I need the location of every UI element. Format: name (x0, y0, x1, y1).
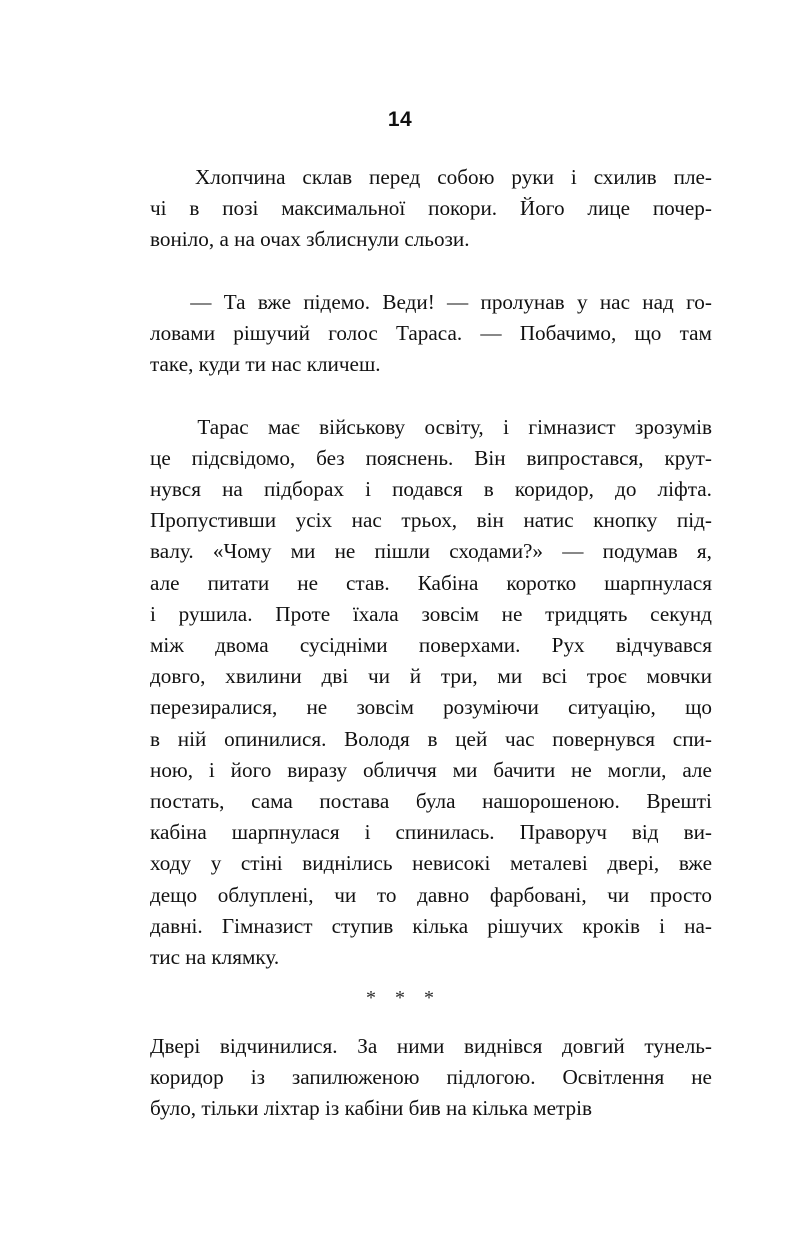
word: на (222, 477, 243, 501)
word: це (150, 445, 171, 470)
word: давно (417, 882, 470, 907)
word: — (562, 539, 584, 564)
word: ною, (150, 757, 194, 782)
text-line (150, 786, 712, 817)
word: облуплені, (217, 882, 314, 907)
word: вже (678, 851, 712, 876)
word: Врешті (646, 789, 712, 814)
word: двома (215, 633, 269, 658)
word: секунд (650, 601, 712, 626)
word: ми (497, 664, 523, 689)
word: не (334, 539, 356, 564)
word: освіту, (424, 414, 484, 439)
word: ній (177, 726, 207, 751)
word: нашорошеною. (482, 789, 620, 814)
word: чі (150, 196, 167, 221)
text-line (150, 443, 712, 474)
text-line (150, 755, 712, 786)
text-line (150, 1031, 712, 1062)
word: Рух (551, 633, 585, 658)
word: в (483, 477, 494, 501)
word: коридор (150, 1065, 224, 1090)
word: пле- (673, 165, 712, 189)
word: то (376, 882, 397, 907)
word: в (150, 726, 161, 751)
word: постать, (150, 789, 225, 814)
word: і (659, 913, 666, 938)
word: поверхами. (418, 633, 521, 658)
word: була (415, 789, 456, 814)
word: Двері (150, 1034, 201, 1058)
word: крут- (664, 445, 712, 470)
word: тридцять (545, 601, 628, 626)
word: там (679, 321, 712, 345)
word: покори. (428, 196, 498, 221)
word: і (364, 820, 371, 845)
word: чи (367, 664, 390, 689)
word: могли, (607, 757, 667, 782)
paragraph (150, 287, 712, 381)
word: Гімназист (221, 913, 313, 938)
word: бачити (493, 757, 556, 782)
word: пояснень. (365, 445, 454, 470)
word: три, (440, 664, 478, 689)
word: Тарас (197, 414, 249, 439)
text-line: таке, куди ти нас кличеш. (150, 352, 381, 377)
word: але (150, 570, 180, 595)
word: Проте (275, 601, 331, 626)
word: ми (452, 757, 478, 782)
word: від (631, 820, 659, 845)
word: склав (302, 165, 353, 189)
word: довго, (150, 664, 206, 689)
word: подався (392, 477, 463, 501)
word: Праворуч (519, 820, 607, 845)
word: фарбовані, (489, 882, 587, 907)
first-line-indent (150, 287, 178, 318)
text-line (150, 817, 712, 848)
word: пролунав (480, 289, 565, 314)
word: і (570, 165, 577, 189)
word: перед (369, 165, 421, 189)
word: кілька (412, 913, 469, 938)
word: шарпнулася (231, 820, 340, 845)
word: що (685, 695, 712, 720)
word: мовчки (646, 664, 712, 689)
word: рішучих (487, 913, 564, 938)
paragraph (150, 412, 712, 974)
word: зовсім (421, 601, 479, 626)
word: сходами?» (449, 539, 544, 564)
text-line (150, 412, 712, 443)
word: натис (523, 508, 574, 533)
word: військову (319, 414, 406, 439)
word: троє (586, 664, 627, 689)
word: рушила. (178, 601, 253, 626)
word: ловами (150, 321, 216, 345)
text-line (150, 474, 712, 505)
word: шарпнулася (604, 570, 712, 595)
word: кнопку (593, 508, 658, 533)
word: але (682, 757, 712, 782)
word: в (189, 196, 200, 221)
text-line (150, 911, 712, 942)
word: почер- (652, 196, 712, 221)
word: коротко (506, 570, 577, 595)
text-line (150, 287, 712, 318)
word: час (505, 726, 535, 751)
word: вже (257, 289, 292, 314)
word: без (316, 445, 345, 470)
paragraph (150, 162, 712, 256)
word: давні. (150, 913, 203, 938)
word: і (208, 757, 215, 782)
text-line (150, 661, 712, 692)
text-line: воніло, а на очах зблиснули сльози. (150, 227, 470, 252)
word: Володя (344, 726, 410, 751)
word: усіх (295, 508, 333, 533)
word: відчинилися. (219, 1034, 338, 1058)
word: ви- (683, 820, 712, 845)
word: обличчя (362, 757, 437, 782)
word: — (447, 289, 469, 314)
word: випростався, (526, 445, 644, 470)
word: дещо (150, 882, 198, 907)
word: ними (396, 1034, 445, 1058)
word: голос (328, 321, 378, 345)
word: стіні (240, 851, 283, 876)
first-line-indent (150, 412, 178, 443)
word: підлогою. (446, 1065, 536, 1090)
word: невисокі (412, 851, 491, 876)
word: повернувся (552, 726, 656, 751)
word: не (306, 695, 328, 720)
word: спинилась. (395, 820, 495, 845)
word: нас (351, 508, 382, 533)
word: сама (251, 789, 293, 814)
word: тунель- (644, 1034, 712, 1058)
word: має (268, 414, 300, 439)
word: пішли (374, 539, 430, 564)
word: його (230, 757, 272, 782)
word: ситуацію, (568, 695, 656, 720)
word: на- (684, 913, 712, 938)
word: металеві (510, 851, 588, 876)
text-line (150, 848, 712, 879)
word: Пропустивши (150, 508, 277, 533)
word: подумав (602, 539, 678, 564)
word: чи (334, 882, 357, 907)
word: «Чому (212, 539, 272, 564)
word: Він (474, 445, 506, 470)
word: постава (319, 789, 390, 814)
word: ходу (150, 851, 192, 876)
word: Тараса. (395, 321, 463, 345)
word: і (150, 601, 156, 626)
text-line (150, 568, 712, 599)
word: кабіна (150, 820, 207, 845)
text-line (150, 1062, 712, 1093)
word: Та (223, 289, 246, 314)
word: я, (696, 539, 712, 564)
word: руки (511, 165, 554, 189)
word: Веди! (382, 289, 435, 314)
text-line (150, 692, 712, 723)
text-line: тис на клямку. (150, 945, 280, 970)
word: За (357, 1034, 378, 1058)
word: позі (222, 196, 259, 221)
word: підемо. (303, 289, 371, 314)
word: го- (686, 289, 712, 314)
word: із (250, 1065, 265, 1090)
word: лице (587, 196, 631, 221)
paragraph (150, 1031, 712, 1125)
word: собою (437, 165, 495, 189)
word: до (615, 477, 637, 501)
word: опинилися. (224, 726, 327, 751)
text-line (150, 880, 712, 911)
word: коридор, (514, 477, 594, 501)
word: хвилини (225, 664, 302, 689)
word: й (409, 664, 422, 689)
text-line (150, 162, 712, 193)
word: підборах (263, 477, 344, 501)
word: ми (290, 539, 316, 564)
word: довгий (561, 1034, 625, 1058)
word: запилюженою (291, 1065, 420, 1090)
word: кроків (582, 913, 641, 938)
text-line (150, 505, 712, 536)
word: схилив (593, 165, 657, 189)
word: Побачимо, (519, 321, 617, 345)
word: не (571, 757, 592, 782)
word: цей (455, 726, 488, 751)
word: — (190, 289, 212, 314)
word: між (150, 633, 184, 658)
word: спи- (672, 726, 712, 751)
body-text-block (150, 162, 712, 973)
word: чи (607, 882, 630, 907)
word: не (501, 601, 523, 626)
text-line (150, 193, 712, 224)
word: у (210, 851, 222, 876)
text-line (150, 318, 712, 349)
word: Освітлення (562, 1065, 665, 1090)
word: нувся (150, 477, 201, 501)
word: під- (676, 508, 712, 533)
word: дві (321, 664, 349, 689)
text-line: було, тільки ліхтар із кабіни бив на кілька метрів (150, 1096, 592, 1121)
word: не (691, 1065, 712, 1090)
body-text-block-after-break (150, 1031, 712, 1125)
word: ліфта. (657, 477, 712, 501)
word: Хлопчина (194, 165, 286, 189)
word: їхала (352, 601, 399, 626)
word: розуміючи (443, 695, 539, 720)
word: він (476, 508, 504, 533)
word: Кабіна (417, 570, 479, 595)
word: нас (599, 289, 630, 314)
word: що (634, 321, 662, 345)
word: виднівся (463, 1034, 543, 1058)
word: двері, (607, 851, 660, 876)
scene-break-separator: * * * (366, 987, 441, 1009)
word: гімназист (528, 414, 616, 439)
word: не (297, 570, 319, 595)
word: підсвідомо, (191, 445, 296, 470)
word: Його (519, 196, 565, 221)
word: виразу (287, 757, 348, 782)
word: і (503, 414, 509, 439)
word: зовсім (356, 695, 414, 720)
text-line (150, 724, 712, 755)
word: у (576, 289, 588, 314)
word: над (642, 289, 674, 314)
word: ступив (331, 913, 394, 938)
word: став. (346, 570, 390, 595)
word: в (427, 726, 438, 751)
text-line (150, 630, 712, 661)
word: відчувався (615, 633, 712, 658)
word: питати (207, 570, 270, 595)
word: рішучий (233, 321, 310, 345)
text-line (150, 599, 712, 630)
word: — (480, 321, 502, 345)
word: сусідніми (299, 633, 388, 658)
page-number: 14 (387, 108, 413, 131)
word: валу. (150, 539, 194, 564)
word: виднілись (302, 851, 393, 876)
first-line-indent (150, 162, 178, 193)
text-line (150, 536, 712, 567)
word: просто (649, 882, 712, 907)
word: трьох, (401, 508, 458, 533)
word: всі (541, 664, 568, 689)
word: і (365, 477, 371, 501)
word: максимальної (281, 196, 406, 221)
word: перезиралися, (150, 695, 278, 720)
word: зрозумів (634, 414, 712, 439)
